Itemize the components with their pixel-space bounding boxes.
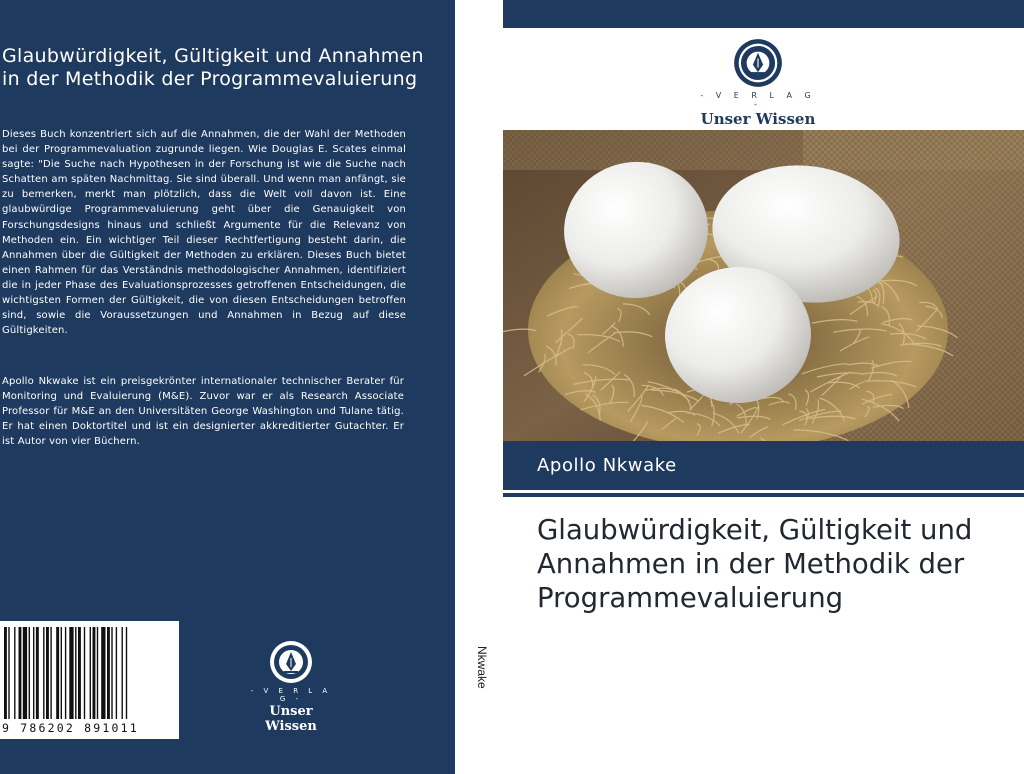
- book-spine: [455, 0, 503, 774]
- publisher-seal-icon: [269, 640, 313, 684]
- author-divider: [503, 493, 1024, 497]
- front-publisher-logo: [700, 38, 816, 128]
- eggs-nest-icon: [503, 130, 1024, 441]
- barcode-icon: [4, 627, 175, 721]
- back-cover-title: Glaubwürdigkeit, Gültigkeit und Annahmen in der Methodik der Programmevaluierung: [2, 45, 424, 90]
- isbn-number: 9 786202 891011: [2, 721, 139, 735]
- publisher-seal-icon: [733, 38, 783, 88]
- back-cover: [0, 0, 455, 774]
- publisher-name: Unser Wissen: [700, 110, 816, 128]
- front-cover-title: Glaubwürdigkeit, Gültigkeit und Annahmen in der Methodik der Programmevaluierung: [537, 514, 973, 614]
- eggs-in-nest-photo: [503, 130, 1024, 441]
- back-cover-description: Dieses Buch konzentriert sich auf die Annahmen, die der Wahl der Methoden bei der Programmevaluation zugrunde liegen. Wie Douglas E. Scates einmal sagte: "Die Suche nach Hypothesen in der Forschung ist wie die Suche nach Schatten am späten Nachmittag. Sie sind überall. Und wenn man anfängt, sie zu bemerken, merkt man plötzlich, dass die Welt voll davon ist. Eine glaubwürdige Programmevaluierung geht über die Genauigkeit von Forschungsdesigns hinaus und schließt Argumente für die Relevanz von Methoden ein. Ein wichtiger Teil dieser Rechtfertigung besteht darin, die Annahmen über die Gültigkeit der Methoden zu erklären. Dieses Buch bietet einen Rahmen für das Verständnis methodologischer Annahmen, identifiziert die in jeder Phase des Evaluationsprozesses getroffenen Entscheidungen, die wichtigsten Formen der Gültigkeit, die von diesen Entscheidungen betroffen sind, sowie die Voraussetzungen und Annahmen in Bezug auf diese Gültigkeiten.: [2, 129, 406, 337]
- publisher-verlag-label: - V E R L A G -: [700, 91, 816, 109]
- back-publisher-logo: [243, 640, 339, 734]
- author-band: [503, 441, 1024, 490]
- front-top-bar: [503, 0, 1024, 28]
- spine-author: Nkwake: [475, 646, 489, 689]
- publisher-name: Unser Wissen: [265, 704, 317, 734]
- publisher-verlag-label: - V E R L A G -: [250, 687, 332, 703]
- isbn-barcode: [0, 621, 179, 739]
- front-author-name: Apollo Nkwake: [537, 455, 677, 476]
- author-biography: Apollo Nkwake ist ein preisgekrönter internationaler technischer Berater für Monitoring und Evaluierung (M&E). Zuvor war er als Research Associate Professor für M&E an den Universitäten George Washington und Tulane tätig. Er hat einen Doktortitel und ist ein designierter akkreditierter Gutachter. Er ist Autor von vier Büchern.: [2, 376, 404, 448]
